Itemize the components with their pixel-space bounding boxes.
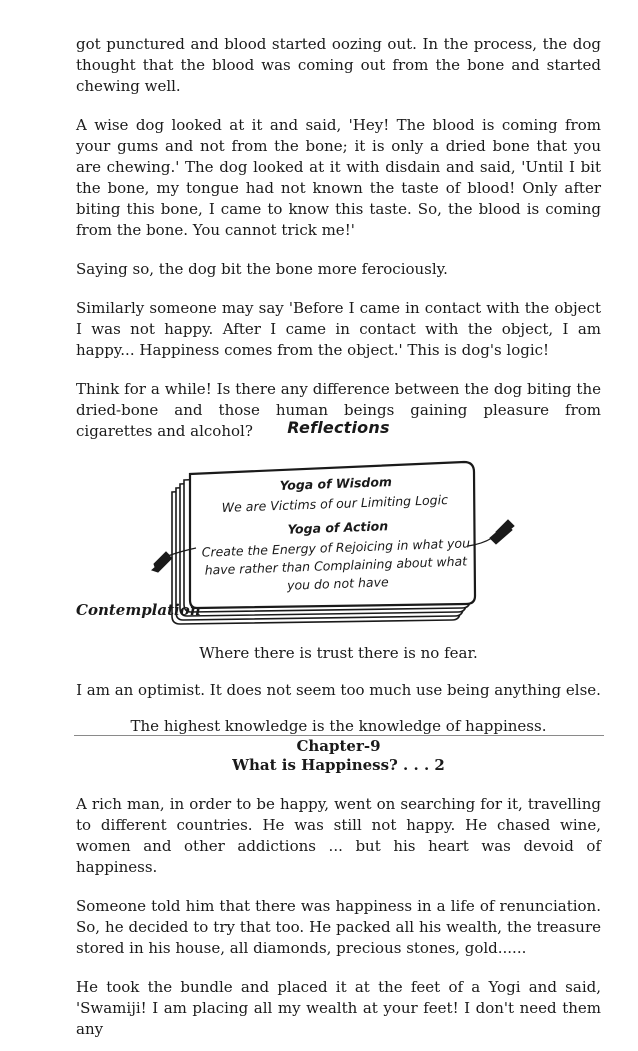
chapter-label: Chapter-9	[296, 737, 381, 755]
paragraph: Someone told him that there was happiness in a life of renunciation. So, he decided to try that too. He packed all his wealth, the treasure stored in his house, all diamonds, precious stones, gold......	[76, 897, 601, 957]
paragraph: got punctured and blood started oozing out. In the process, the dog thought that the blood was coming out from the bone and started chewing well.	[76, 35, 601, 95]
quote-line: Where there is trust there is no fear.	[199, 644, 478, 662]
section-divider	[74, 735, 604, 736]
document-page	[76, 34, 601, 1038]
contemplation-heading: Contemplation	[76, 601, 201, 619]
paragraph: Saying so, the dog bit the bone more ferociously.	[76, 260, 448, 278]
reflection-cards-illustration	[150, 452, 520, 628]
chapter-title: What is Happiness? . . . 2	[232, 756, 445, 774]
quote-line: I am an optimist. It does not seem too much use being anything else.	[76, 681, 601, 699]
top-text-block	[76, 34, 601, 442]
paragraph: A rich man, in order to be happy, went on searching for it, travelling to different countries. He was still not happy. He chased wine, women and other addictions ... but his heart was devoid of happiness.	[76, 795, 601, 876]
action-line: Create the Energy of Rejoicing in what you	[201, 535, 471, 560]
wisdom-heading: Yoga of Wisdom	[279, 474, 393, 493]
action-heading: Yoga of Action	[287, 518, 389, 537]
paragraph: He took the bundle and placed it at the feet of a Yogi and said, 'Swamiji! I am placing all my wealth at your feet! I don't need them any	[76, 978, 601, 1038]
quote-line: The highest knowledge is the knowledge of happiness.	[130, 717, 547, 735]
bottom-text-block	[76, 794, 601, 1040]
wisdom-text: We are Victims of our Limiting Logic	[221, 492, 449, 515]
paragraph: Think for a while! Is there any difference between the dog biting the dried-bone and those human beings gaining pleasure from cigarettes and alcohol?	[76, 380, 601, 440]
paragraph: A wise dog looked at it and said, 'Hey! The blood is coming from your gums and not from the bone; it is only a dried bone that you are chewing.' The dog looked at it with disdain and said, 'Until I bit the bone, my tongue had not known the taste of blood! Only after biting this bone, I came to know this taste. So, the blood is coming from the bone. You cannot trick me!'	[76, 116, 601, 239]
action-line: you do not have	[286, 574, 389, 593]
paragraph: Similarly someone may say 'Before I came in contact with the object I was not happy. After I came in contact with the object, I am happy... Happiness comes from the object.' This is dog's logic!	[76, 299, 601, 359]
reflections-title: Reflections	[287, 418, 390, 437]
action-line: have rather than Complaining about what	[204, 553, 468, 578]
